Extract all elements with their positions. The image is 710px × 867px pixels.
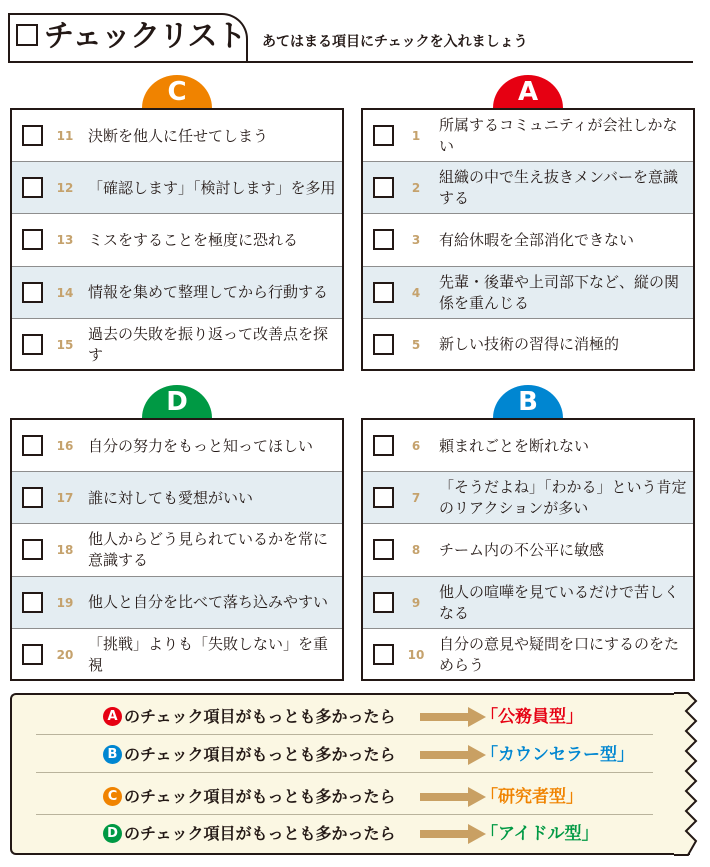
item-text: [439, 214, 687, 266]
item-text-label: 誰に対しても愛想がいい: [88, 488, 254, 507]
item-checkbox[interactable]: [373, 125, 394, 146]
item-checkbox[interactable]: [373, 229, 394, 250]
item-text: [439, 577, 687, 629]
checklist-item-8: [363, 524, 693, 576]
section-d: [10, 387, 344, 681]
item-text-label: ミスをすることを極度に恐れる: [88, 230, 299, 249]
item-text: [88, 420, 336, 472]
item-text: [88, 524, 336, 576]
item-number: 18: [56, 543, 74, 558]
item-text-label: 自分の努力をもっと知ってほしい: [88, 436, 314, 455]
section-b-list: [361, 418, 695, 681]
checklist-item-13: [12, 214, 342, 266]
item-text: [88, 162, 336, 214]
right-arrow-icon: [420, 745, 486, 765]
item-text: [439, 524, 687, 576]
result-row-d: [36, 816, 653, 852]
item-number: 7: [411, 491, 421, 506]
item-checkbox[interactable]: [373, 592, 394, 613]
section-d-badge: D: [142, 385, 212, 451]
checklist-item-6: [363, 420, 693, 472]
section-c: [10, 77, 344, 371]
item-checkbox[interactable]: [22, 334, 43, 355]
page-title: チェックリスト: [44, 19, 246, 54]
item-checkbox[interactable]: [22, 282, 43, 303]
result-row-b: [36, 737, 653, 773]
item-number: 1: [411, 129, 421, 143]
section-a-list: [361, 108, 695, 371]
right-arrow-icon: [420, 787, 486, 807]
item-number: 8: [411, 543, 421, 558]
item-number: 15: [56, 337, 74, 352]
item-number: 5: [411, 337, 421, 352]
item-checkbox[interactable]: [22, 229, 43, 250]
result-type: 「公務員型」: [481, 707, 583, 727]
result-condition: のチェック項目がもっとも多かったら: [124, 707, 396, 726]
item-text-label: 頼まれごとを断れない: [439, 436, 590, 455]
item-checkbox[interactable]: [22, 592, 43, 613]
item-text-label: 先輩・後輩や上司部下など、縦の関係を重んじる: [439, 272, 680, 312]
item-checkbox[interactable]: [22, 435, 43, 456]
item-text-label: 「そうだよね」「わかる」という肯定のリアクションが多い: [439, 478, 687, 518]
title-checkbox-icon: [16, 24, 38, 46]
item-checkbox[interactable]: [373, 282, 394, 303]
item-text-label: 他人の喧嘩を見ているだけで苦しくなる: [439, 582, 680, 622]
item-text-label: 新しい技術の習得に消極的: [439, 335, 620, 354]
checklist-item-11: [12, 110, 342, 162]
section-b-badge: B: [493, 385, 563, 451]
item-text: [88, 267, 336, 319]
item-text-label: 所属するコミュニティが会社しかない: [439, 116, 678, 155]
section-a-badge: A: [493, 75, 563, 141]
item-checkbox[interactable]: [373, 539, 394, 560]
item-text: [88, 629, 336, 681]
checklist-item-3: [363, 214, 693, 266]
checklist-item-9: [363, 577, 693, 629]
item-number: 19: [56, 595, 74, 610]
result-condition: のチェック項目がもっとも多かったら: [124, 745, 396, 764]
item-text-label: 「確認します」「検討します」を多用: [88, 178, 336, 197]
section-d-list: [10, 418, 344, 681]
checklist-item-10: [363, 629, 693, 681]
item-number: 10: [407, 647, 425, 662]
item-text-label: 有給休暇を全部消化できない: [439, 230, 635, 249]
item-text-label: 情報を集めて整理してから行動する: [88, 283, 329, 302]
checklist-item-17: [12, 472, 342, 524]
item-number: 14: [56, 285, 74, 300]
checklist-item-12: [12, 162, 342, 214]
item-number: 9: [411, 595, 421, 610]
item-number: 12: [56, 181, 74, 196]
item-checkbox[interactable]: [22, 177, 43, 198]
item-number: 2: [411, 181, 421, 196]
checklist-item-7: [363, 472, 693, 524]
item-checkbox[interactable]: [22, 644, 43, 665]
section-c-list: [10, 108, 344, 371]
checklist-item-18: [12, 524, 342, 576]
checklist-item-15: [12, 319, 342, 371]
item-text-label: 決断を他人に任せてしまう: [88, 126, 269, 145]
item-checkbox[interactable]: [373, 435, 394, 456]
item-text: [439, 319, 687, 371]
right-arrow-icon: [420, 707, 486, 727]
section-c-badge: C: [142, 75, 212, 141]
result-letter-badge: C: [103, 787, 122, 806]
item-checkbox[interactable]: [373, 334, 394, 355]
checklist-item-19: [12, 577, 342, 629]
item-number: 11: [56, 129, 74, 143]
results-panel: [10, 693, 690, 855]
result-letter-badge: A: [103, 707, 122, 726]
item-checkbox[interactable]: [373, 644, 394, 665]
item-text: [88, 577, 336, 629]
torn-edge-decoration: [674, 689, 708, 859]
checklist-item-5: [363, 319, 693, 371]
right-arrow-icon: [420, 824, 486, 844]
checklist-item-14: [12, 267, 342, 319]
result-letter-badge: D: [103, 824, 122, 843]
result-condition: のチェック項目がもっとも多かったら: [124, 787, 396, 806]
result-row-a: [36, 699, 653, 735]
item-checkbox[interactable]: [22, 487, 43, 508]
result-row-c: [36, 779, 653, 815]
item-text-label: 組織の中で生え抜きメンバーを意識する: [439, 168, 678, 208]
item-text: [439, 110, 687, 162]
item-text: [439, 420, 687, 472]
header: [0, 0, 710, 66]
checklist-item-1: [363, 110, 693, 162]
item-number: 6: [411, 439, 421, 453]
item-text-label: 過去の失敗を振り返って改善点を探す: [88, 324, 329, 364]
item-checkbox[interactable]: [373, 177, 394, 198]
item-text: [88, 319, 336, 371]
item-checkbox[interactable]: [22, 125, 43, 146]
checklist-item-16: [12, 420, 342, 472]
item-number: 3: [411, 233, 421, 248]
item-text: [439, 629, 687, 681]
result-letter-badge: B: [103, 745, 122, 764]
item-checkbox[interactable]: [373, 487, 394, 508]
item-number: 16: [56, 439, 74, 453]
item-checkbox[interactable]: [22, 539, 43, 560]
item-text: [88, 472, 336, 524]
item-text-label: 他人と自分を比べて落ち込みやすい: [88, 593, 329, 612]
item-text-label: チーム内の不公平に敏感: [439, 540, 605, 559]
item-text: [439, 472, 687, 524]
result-condition: のチェック項目がもっとも多かったら: [124, 824, 396, 843]
checklist-item-4: [363, 267, 693, 319]
item-text: [88, 214, 336, 266]
result-type: 「カウンセラー型」: [481, 745, 634, 765]
item-text: [439, 162, 687, 214]
item-number: 17: [56, 491, 74, 506]
checklist-item-2: [363, 162, 693, 214]
result-type: 「アイドル型」: [481, 824, 599, 844]
section-a: [361, 77, 695, 371]
result-type: 「研究者型」: [481, 787, 583, 807]
item-number: 4: [411, 285, 421, 300]
item-text-label: 自分の意見や疑問を口にするのをためらう: [439, 634, 680, 674]
item-text: [439, 267, 687, 319]
item-text-label: 他人からどう見られているかを常に意識する: [88, 530, 329, 570]
section-b: [361, 387, 695, 681]
checklist-item-20: [12, 629, 342, 681]
page-subtitle: あてはまる項目にチェックを入れましょう: [262, 34, 528, 50]
item-text-label: 「挑戦」よりも「失敗しない」を重視: [88, 634, 329, 674]
item-number: 20: [56, 647, 74, 662]
item-text: [88, 110, 336, 162]
item-number: 13: [56, 233, 74, 248]
header-divider: [8, 61, 693, 63]
